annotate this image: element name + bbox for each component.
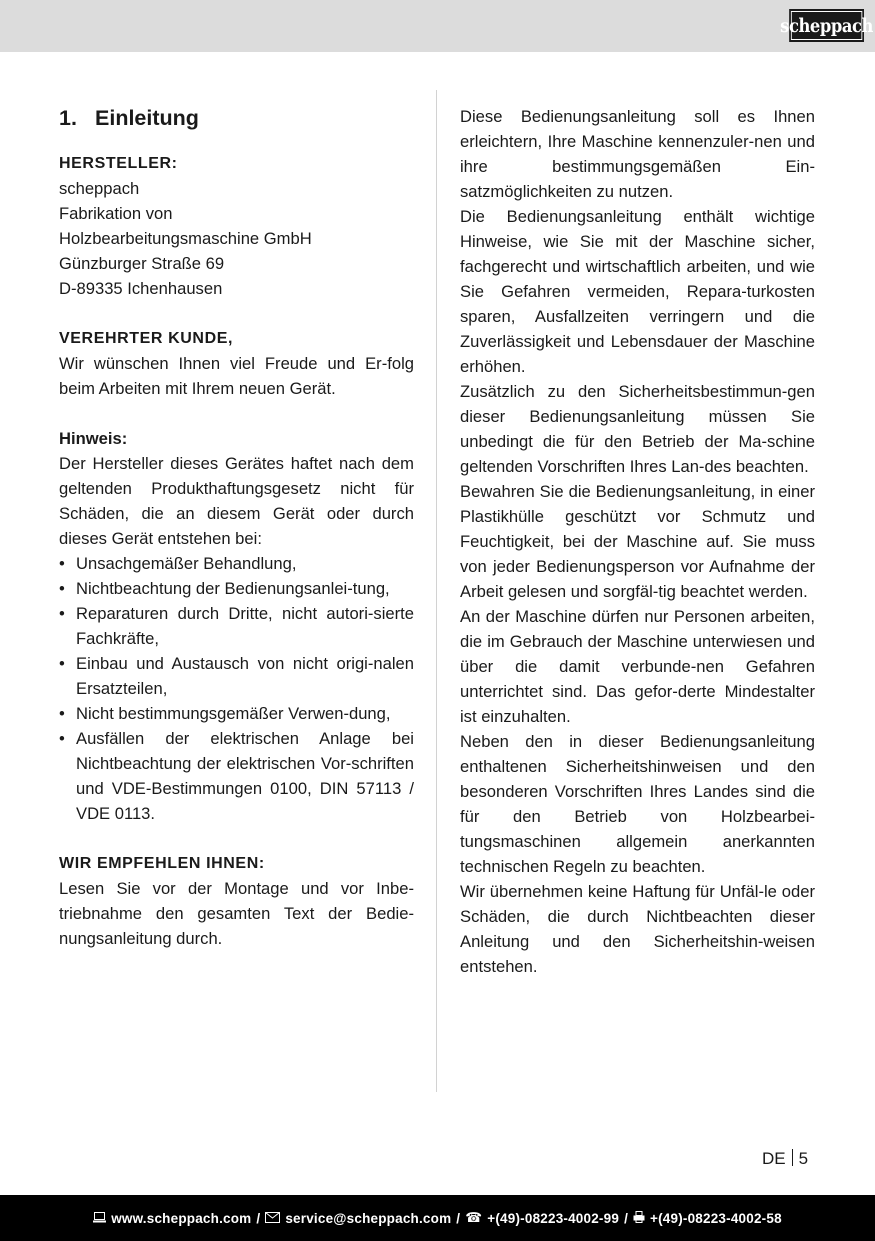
email-link[interactable]: service@scheppach.com xyxy=(285,1210,452,1226)
list-item: • Nicht bestimmungsgemäßer Verwen-dung, xyxy=(59,701,414,726)
fax-number: +(49)-08223-4002-58 xyxy=(650,1210,782,1226)
manufacturer-heading: HERSTELLER: xyxy=(59,155,178,172)
paragraph: Die Bedienungsanleitung enthält wichtige Hinweise, wie Sie mit der Maschine sicher, fachgerecht und wirtschaftlich arbeiten, und wie Sie Gefahren vermeiden, Repara-turkosten sparen, Ausfallzeiten verringern und die Zuverlässigkeit und Lebensdauer der Maschine erhöhen. xyxy=(460,207,815,376)
website-link[interactable]: www.scheppach.com xyxy=(111,1210,252,1226)
scheppach-logo: scheppach xyxy=(789,9,864,42)
fax-icon xyxy=(633,1211,645,1226)
page-number-value: 5 xyxy=(798,1149,809,1168)
contact-footer xyxy=(0,1195,875,1241)
list-item: • Einbau und Austausch von nicht origi-nalen Ersatzteilen, xyxy=(59,651,414,701)
column-divider xyxy=(436,90,437,1092)
mail-icon xyxy=(265,1211,280,1226)
section-title-text: Einleitung xyxy=(95,106,199,130)
phone-icon: ☎ xyxy=(465,1210,483,1225)
address-line: Fabrikation von xyxy=(59,204,173,223)
address-line: Holzbearbeitungsmaschine GmbH xyxy=(59,229,312,248)
section-number: 1. xyxy=(59,106,77,130)
manufacturer-address xyxy=(59,176,414,301)
footer-separator: / xyxy=(456,1210,461,1226)
paragraph: Neben den in dieser Bedienungsanleitung enthaltenen Sicherheitshinweisen und den besonderen Vorschriften Ihres Landes sind die für den Betrieb von Holzbearbei-tungsmaschinen allgemein anerkannten technischen Regeln zu beachten. xyxy=(460,732,815,876)
recommend-text: Lesen Sie vor der Montage und vor Inbe-triebnahme den gesamten Text der Bedie-nungsanleitung durch. xyxy=(59,879,414,948)
paragraph: An der Maschine dürfen nur Personen arbeiten, die im Gebrauch der Maschine unterwiesen und über die damit verbunde-nen Gefahren unterrichtet sind. Das gefor-derte Mindestalter ist einzuhalten. xyxy=(460,607,815,726)
list-item: • Reparaturen durch Dritte, nicht autori-sierte Fachkräfte, xyxy=(59,601,414,651)
page-number xyxy=(762,1148,808,1170)
section-title xyxy=(59,104,414,132)
footer-separator: / xyxy=(256,1210,261,1226)
phone-number[interactable]: +(49)-08223-4002-99 xyxy=(487,1210,620,1226)
address-line: scheppach xyxy=(59,179,140,198)
customer-heading: VEREHRTER KUNDE, xyxy=(59,330,234,347)
paragraph: Wir übernehmen keine Haftung für Unfäl-le oder Schäden, die durch Nichtbeachten dieser Anleitung und den Sicherheitshin-weisen entstehen. xyxy=(460,882,815,976)
address-line: D-89335 Ichenhausen xyxy=(59,279,223,298)
header-bar xyxy=(0,0,875,52)
liability-list xyxy=(59,551,414,826)
list-item: • Nichtbeachtung der Bedienungsanlei-tung, xyxy=(59,576,414,601)
language-code: DE xyxy=(762,1149,786,1168)
note-text: Der Hersteller dieses Gerätes haftet nach dem geltenden Produkthaftungsgesetz nicht für Schäden, die an diesem Gerät oder durch dieses Gerät entstehen bei: xyxy=(59,454,414,548)
customer-text: Wir wünschen Ihnen viel Freude und Er-folg beim Arbeiten mit Ihrem neuen Gerät. xyxy=(59,354,414,398)
computer-icon xyxy=(93,1211,106,1226)
note-heading: Hinweis: xyxy=(59,429,128,448)
list-item: • Unsachgemäßer Behandlung, xyxy=(59,551,414,576)
list-item: • Ausfällen der elektrischen Anlage bei Nichtbeachtung der elektrischen Vor-schriften und VDE-Bestimmungen 0100, DIN 57113 / VDE 0113. xyxy=(59,726,414,826)
recommend-heading: WIR EMPFEHLEN IHNEN: xyxy=(59,855,265,872)
paragraph: Zusätzlich zu den Sicherheitsbestimmun-gen dieser Bedienungsanleitung müssen Sie unbedingt die für den Betrieb der Ma-schine geltenden Vorschriften Ihres Lan-des beachten. xyxy=(460,382,815,476)
page-number-separator xyxy=(792,1149,793,1166)
footer-separator: / xyxy=(624,1210,629,1226)
address-line: Günzburger Straße 69 xyxy=(59,254,225,273)
right-column xyxy=(460,104,815,979)
paragraph: Bewahren Sie die Bedienungsanleitung, in einer Plastikhülle geschützt vor Schmutz und Feuchtigkeit, bei der Maschine auf. Sie muss von jeder Bedienungsperson vor Aufnahme der Arbeit gelesen und sorgfäl-tig beachtet werden. xyxy=(460,482,815,601)
left-column xyxy=(59,104,414,951)
paragraph: Diese Bedienungsanleitung soll es Ihnen erleichtern, Ihre Maschine kennenzuler-nen und ihre bestimmungsgemäßen Ein-satzmöglichkeiten zu nutzen. xyxy=(460,107,815,201)
